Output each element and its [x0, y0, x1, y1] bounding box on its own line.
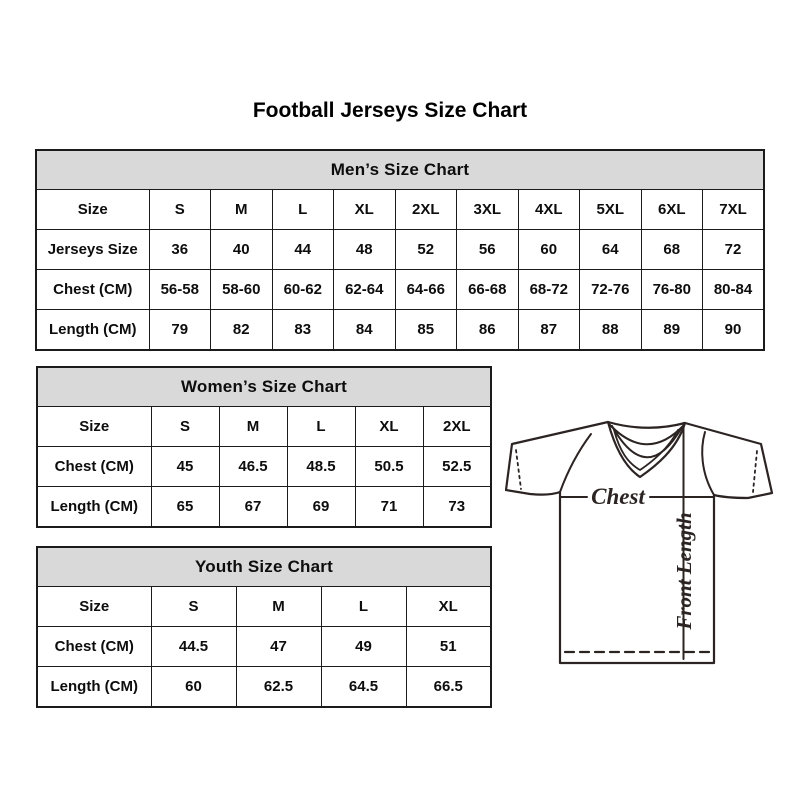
- value-cell: 48.5: [287, 447, 355, 487]
- header-cell: M: [236, 587, 321, 627]
- value-cell: 60: [151, 667, 236, 708]
- header-cell: XL: [355, 407, 423, 447]
- value-cell: 51: [406, 627, 491, 667]
- value-cell: 52: [395, 230, 457, 270]
- value-cell: 47: [236, 627, 321, 667]
- value-cell: 62.5: [236, 667, 321, 708]
- header-cell: L: [287, 407, 355, 447]
- header-cell: 2XL: [423, 407, 491, 447]
- collar-outer-v: [608, 422, 685, 477]
- header-cell: M: [211, 190, 273, 230]
- sleeve-seam-right: [702, 432, 714, 495]
- value-cell: 80-84: [703, 270, 765, 310]
- value-cell: 64.5: [321, 667, 406, 708]
- jersey-diagram: [505, 403, 777, 675]
- table-row: [37, 667, 491, 708]
- value-cell: 66.5: [406, 667, 491, 708]
- row-label-cell: Chest (CM): [36, 270, 149, 310]
- value-cell: 49: [321, 627, 406, 667]
- table-row: [37, 407, 491, 447]
- value-cell: 88: [580, 310, 642, 351]
- value-cell: 66-68: [457, 270, 519, 310]
- sleeve-seam-left: [560, 434, 591, 492]
- table-row: [36, 190, 764, 230]
- table-row: [37, 627, 491, 667]
- value-cell: 62-64: [334, 270, 396, 310]
- table-row: [37, 587, 491, 627]
- value-cell: 67: [219, 487, 287, 528]
- value-cell: 40: [211, 230, 273, 270]
- value-cell: 60-62: [272, 270, 334, 310]
- header-cell: XL: [334, 190, 396, 230]
- value-cell: 72-76: [580, 270, 642, 310]
- table-row: [37, 447, 491, 487]
- value-cell: 68: [641, 230, 703, 270]
- table-title-row: [36, 150, 764, 190]
- value-cell: 85: [395, 310, 457, 351]
- table-title-row: [37, 367, 491, 407]
- header-cell: S: [151, 407, 219, 447]
- value-cell: 84: [334, 310, 396, 351]
- value-cell: 48: [334, 230, 396, 270]
- header-cell: 6XL: [641, 190, 703, 230]
- value-cell: 83: [272, 310, 334, 351]
- value-cell: 46.5: [219, 447, 287, 487]
- header-cell: L: [272, 190, 334, 230]
- row-label-cell: Length (CM): [37, 487, 151, 528]
- header-cell: M: [219, 407, 287, 447]
- header-cell: 7XL: [703, 190, 765, 230]
- row-label-cell: Chest (CM): [37, 447, 151, 487]
- value-cell: 60: [518, 230, 580, 270]
- value-cell: 50.5: [355, 447, 423, 487]
- header-cell: 2XL: [395, 190, 457, 230]
- value-cell: 87: [518, 310, 580, 351]
- cuff-stitch-left: [516, 450, 521, 489]
- womens-size-table: [36, 366, 492, 528]
- value-cell: 82: [211, 310, 273, 351]
- row-label-cell: Chest (CM): [37, 627, 151, 667]
- jersey-outline: [506, 422, 772, 663]
- front-length-label: Front Length: [672, 512, 696, 630]
- table-title: Youth Size Chart: [37, 547, 491, 587]
- row-label-cell: Size: [37, 587, 151, 627]
- chest-label: Chest: [591, 484, 645, 509]
- header-cell: 3XL: [457, 190, 519, 230]
- row-label-cell: Length (CM): [36, 310, 149, 351]
- value-cell: 64: [580, 230, 642, 270]
- header-cell: S: [149, 190, 211, 230]
- value-cell: 44: [272, 230, 334, 270]
- value-cell: 73: [423, 487, 491, 528]
- youth-size-table: [36, 546, 492, 708]
- cuff-stitch-right: [753, 451, 757, 492]
- value-cell: 56-58: [149, 270, 211, 310]
- value-cell: 44.5: [151, 627, 236, 667]
- value-cell: 52.5: [423, 447, 491, 487]
- row-label-cell: Size: [37, 407, 151, 447]
- value-cell: 72: [703, 230, 765, 270]
- value-cell: 79: [149, 310, 211, 351]
- value-cell: 58-60: [211, 270, 273, 310]
- table-row: [36, 270, 764, 310]
- page-title: Football Jerseys Size Chart: [252, 99, 528, 122]
- header-cell: 4XL: [518, 190, 580, 230]
- header-cell: XL: [406, 587, 491, 627]
- table-title-row: [37, 547, 491, 587]
- header-cell: L: [321, 587, 406, 627]
- value-cell: 64-66: [395, 270, 457, 310]
- value-cell: 90: [703, 310, 765, 351]
- table-row: [37, 487, 491, 528]
- value-cell: 45: [151, 447, 219, 487]
- value-cell: 89: [641, 310, 703, 351]
- row-label-cell: Length (CM): [37, 667, 151, 708]
- value-cell: 65: [151, 487, 219, 528]
- table-row: [36, 230, 764, 270]
- value-cell: 56: [457, 230, 519, 270]
- table-title: Men’s Size Chart: [36, 150, 764, 190]
- value-cell: 69: [287, 487, 355, 528]
- value-cell: 68-72: [518, 270, 580, 310]
- mens-size-table: [35, 149, 765, 351]
- value-cell: 76-80: [641, 270, 703, 310]
- value-cell: 71: [355, 487, 423, 528]
- table-title: Women’s Size Chart: [37, 367, 491, 407]
- value-cell: 36: [149, 230, 211, 270]
- value-cell: 86: [457, 310, 519, 351]
- table-row: [36, 310, 764, 351]
- collar-top-edge: [608, 422, 685, 428]
- header-cell: 5XL: [580, 190, 642, 230]
- row-label-cell: Jerseys Size: [36, 230, 149, 270]
- header-cell: S: [151, 587, 236, 627]
- row-label-cell: Size: [36, 190, 149, 230]
